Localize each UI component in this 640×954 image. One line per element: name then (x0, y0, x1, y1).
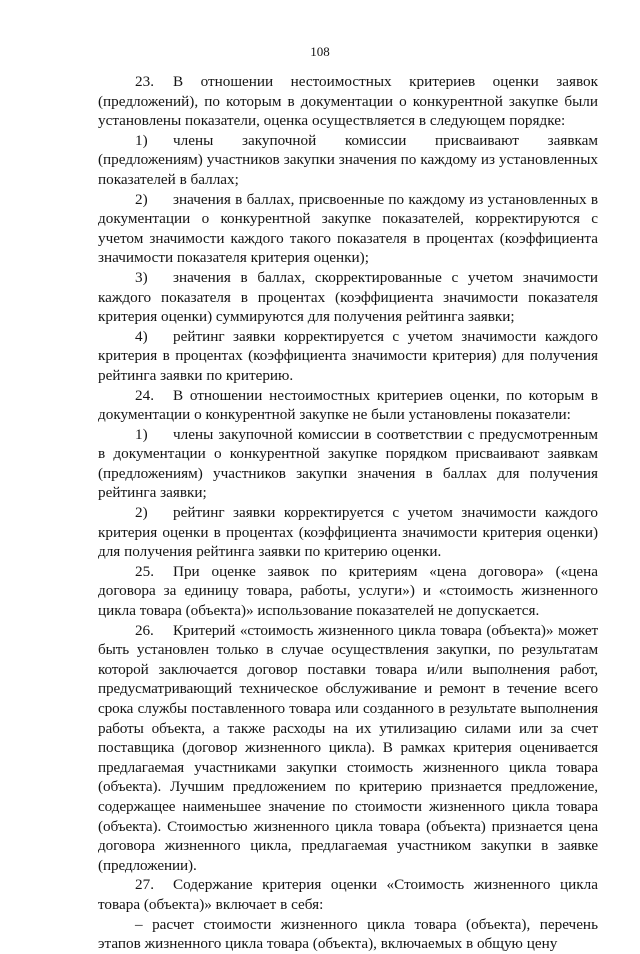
list-item-text: члены закупочной комиссии в соответствии с предусмотренным в документации о конкурентной закупке порядком присваивают заявкам (предложениям) участников закупки значения в баллах для получения рейтинга заявки; (98, 425, 598, 502)
list-item-23-4 (98, 327, 598, 386)
paragraph-number: 27. (135, 876, 154, 894)
list-item-23-1 (98, 131, 598, 190)
list-item-number: 3) (135, 268, 148, 286)
list-item-number: 1) (135, 425, 148, 443)
paragraph-25 (98, 562, 598, 621)
paragraph-text: Критерий «стоимость жизненного цикла товара (объекта)» может быть установлен только в случае осуществления закупки, по результатам которой заключается договор поставки товара и/или выполнения работ, предусматривающий техническое обслуживание и ремонт в течение всего срока службы поставленного товара или созданного в результате выполнения работы объекта, а также расходы на их утилизацию силами или за счет поставщика (договор жизненного цикла). В рамках критерия оценивается предлагаемая участниками закупки стоимость жизненного цикла товара (объекта). Лучшим предложением по критерию признается предложение, содержащее наименьшее значение по стоимости жизненного цикла товара (объекта). Стоимостью жизненного цикла товара (объекта) признается цена договора жизненного цикла, предлагаемая участником закупки в заявке (предложении). (98, 621, 598, 874)
list-item-24-1 (98, 425, 598, 503)
paragraph-26 (98, 621, 598, 876)
list-item-text: рейтинг заявки корректируется с учетом значимости каждого критерия оценки в процентах (коэффициента значимости критерия оценки) для получения рейтинга заявки по критерию оценки. (98, 504, 598, 561)
list-item-number: 2) (135, 504, 148, 522)
list-item-number: 4) (135, 327, 148, 345)
list-item-text: рейтинг заявки корректируется с учетом значимости каждого критерия в процентах (коэффициента значимости критерия) для получения рейтинга заявки по критерию. (98, 327, 598, 384)
paragraph-27-dash-item (98, 915, 598, 954)
list-item-text: члены закупочной комиссии присваивают заявкам (предложениям) участников закупки значения по каждому из установленных показателей в баллах; (98, 131, 598, 188)
list-item-24-2 (98, 503, 598, 562)
list-item-number: 2) (135, 190, 148, 208)
paragraph-number: 23. (135, 73, 154, 90)
paragraph-24 (98, 386, 598, 425)
list-item-23-2 (98, 190, 598, 268)
paragraph-27 (98, 875, 598, 914)
list-item-text: значения в баллах, присвоенные по каждому из установленных в документации о конкурентной закупке показателей, корректируются с учетом значимости каждого такого показателя в процентах (коэффициента значимости показателя критерия оценки); (98, 190, 598, 267)
page-number: 108 (310, 44, 330, 59)
paragraph-23 (98, 72, 598, 131)
dash-item-text: – расчет стоимости жизненного цикла товара (объекта), перечень этапов жизненного цикла товара (объекта), включаемых в общую цену (98, 915, 598, 953)
paragraph-number: 26. (135, 621, 154, 639)
list-item-23-3 (98, 268, 598, 327)
paragraph-text: При оценке заявок по критериям «цена договора» («цена договора за единицу товара, работы, услуги») и «стоимость жизненного цикла товара (объекта)» использование показателей не допускается. (98, 562, 598, 620)
paragraph-text: В отношении нестоимостных критериев оценки, по которым в документации о конкурентной закупке не были установлены показатели: (98, 386, 598, 424)
list-item-text: значения в баллах, скорректированные с учетом значимости каждого показателя в процентах (коэффициента значимости показателя критерия оценки) суммируются для получения рейтинга заявки; (98, 268, 598, 326)
paragraph-text: В отношении нестоимостных критериев оценки заявок (предложений), по которым в документации о конкурентной закупке были установлены показатели, оценка осуществляется в следующем порядке: (98, 73, 598, 130)
document-body (98, 72, 598, 954)
paragraph-number: 24. (135, 386, 154, 404)
list-item-number: 1) (135, 131, 148, 149)
paragraph-text: Содержание критерия оценки «Стоимость жизненного цикла товара (объекта)» включает в себя: (98, 876, 598, 913)
paragraph-number: 25. (135, 562, 154, 580)
